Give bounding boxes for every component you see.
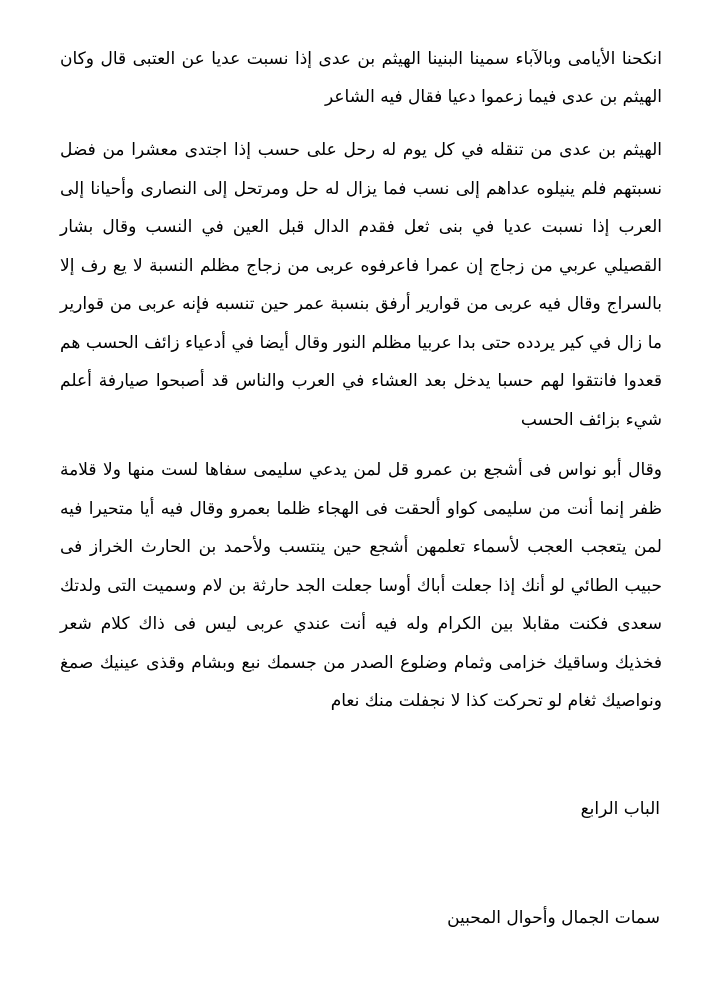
- chapter-heading: الباب الرابع: [580, 799, 660, 819]
- paragraph-1: انكحنا الأيامى وبالآباء سمينا البنينا الهيثم بن عدى إذا نسبت عديا عن العتبى قال وكان الهيثم بن عدى فيما زعموا دعيا فقال فيه الشاعر: [60, 49, 662, 107]
- paragraph-3: وقال أبو نواس فى أشجع بن عمرو قل لمن يدعي سليمى سفاها لست منها ولا قلامة ظفر إنما أنت من سليمى كواو ألحقت فى الهجاء ظلما بعمرو وقال فيه أيا متحيرا فيه لمن يتعجب العجب لأسماء تعلمهن أشجع حين ينتسب ولأحمد بن الحارث الخراز فى حبيب الطائي لو أنك إذا جعلت أباك أوسا جعلت الجد حارثة بن لام وسميت التى ولدتك سعدى فكنت مقابلا بين الكرام وله فيه أنت عندي عربى ليس فى ذاك كلام شعر فخذيك وساقيك خزامى وثمام وضلوع الصدر من جسمك نبع وبشام وقذى عينيك صمغ ونواصيك ثغام لو تحركت كذا لا نجفلت منك نعام: [60, 460, 662, 711]
- section-heading: سمات الجمال وأحوال المحبين: [447, 908, 660, 928]
- paragraph-2: الهيثم بن عدى من تنقله في كل يوم له رحل على حسب إذا اجتدى معشرا من فضل نسبتهم فلم ينيلوه عداهم إلى نسب فما يزال له حل ومرتحل إلى النصارى وأحيانا إلى العرب إذا نسبت عديا في بنى ثعل فقدم الدال قبل العين في النسب وقال بشار القصيلي عربي من زجاج إن عمرا فاعرفوه عربى من زجاج مظلم النسبة لا يع رف إلا بالسراج وقال فيه عربى من قوارير أرفق بنسبة عمر حين تنسبه فإنه عربى من قوارير ما زال في كير يردده حتى بدا عربيا مظلم النور وقال أيضا في أدعياء زائف الحسب هم قعدوا فانتقوا لهم حسبا يدخل بعد العشاء في العرب والناس قد أصبحوا صيارفة أعلم شيء بزائف الحسب: [60, 140, 662, 430]
